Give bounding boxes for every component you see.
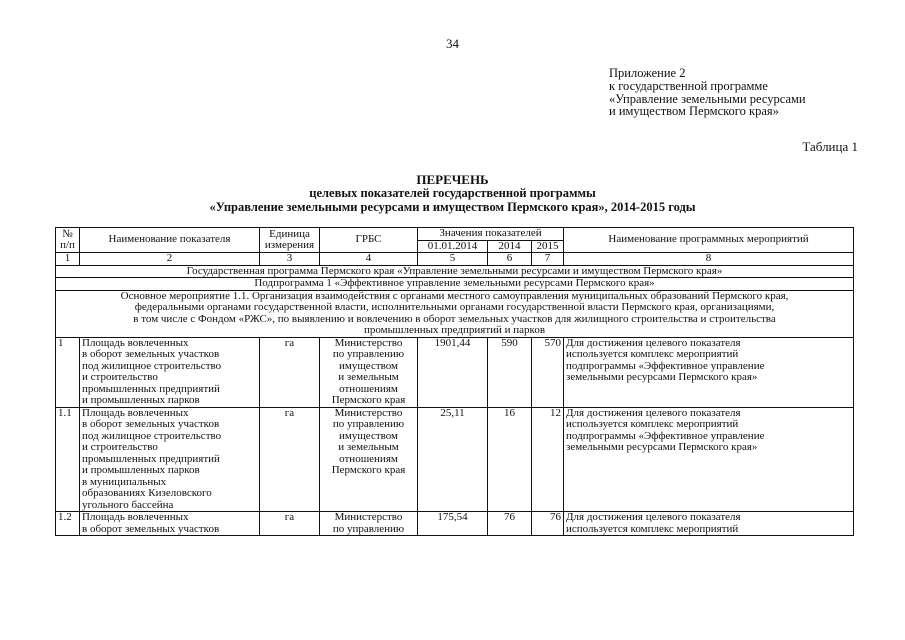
document-subtitle [0,187,905,214]
row-activity: Для достижения целевого показателя используется комплекс мероприятий подпрограммы «Эффективное управление земельными ресурсами Пермского края» [564,407,854,512]
row-value-base: 175,54 [418,512,488,536]
row-num: 1.2 [56,512,80,536]
header-values: Значения показателей [418,228,564,241]
appendix-line: Приложение 2 [609,66,686,80]
appendix-line: и имуществом Пермского края» [609,104,779,119]
appendix-line: «Управление земельными ресурсами [609,91,806,106]
table-label: Таблица 1 [802,139,858,154]
header-year-2014: 2014 [488,240,532,253]
page-number: 34 [446,36,459,51]
row-activity: Для достижения целевого показателя используется комплекс мероприятий [564,512,854,536]
header-grbs: ГРБС [320,228,418,253]
row-value-2015: 76 [532,512,564,536]
row-num: 1 [56,337,80,407]
row-activity: Для достижения целевого показателя используется комплекс мероприятий подпрограммы «Эффективное управление земельными ресурсами Пермского края» [564,337,854,407]
row-value-2015: 570 [532,337,564,407]
row-indicator-name: Площадь вовлеченных в оборот земельных участков [80,512,260,536]
header-unit: Единица измерения [260,228,320,253]
indicators-table [55,227,854,536]
column-number-row [56,253,854,266]
row-unit: га [260,512,320,536]
header-year-base: 01.01.2014 [418,240,488,253]
main-activity-text: Основное мероприятие 1.1. Организация взаимодействия с органами местного самоуправления муниципальных образований Пермского края, федеральными органами государственной власти, исполнительными органами государственной власти Пермского края, организациями, в том числе с Фондом «РЖС», по выявлению и вовлечению в оборот земельных участков для жилищного строительства и строительства промышленных предприятий и парков [56,290,854,337]
appendix-caption [609,67,806,118]
row-value-base: 1901,44 [418,337,488,407]
row-indicator-name: Площадь вовлеченных в оборот земельных участков под жилищное строительство и строительство промышленных предприятий и промышленных парков в муниципальных образованиях Кизеловского угольного бассейна [80,407,260,512]
column-number: 7 [532,253,564,266]
document-title: ПЕРЕЧЕНЬ [416,172,489,187]
main-activity-row [56,290,854,337]
row-value-2014: 16 [488,407,532,512]
row-grbs: Министерство по управлению [320,512,418,536]
subtitle-line: «Управление земельными ресурсами и имуществом Пермского края», 2014-2015 годы [209,199,696,214]
subtitle-line: целевых показателей государственной программы [309,186,596,200]
column-number: 3 [260,253,320,266]
column-number: 5 [418,253,488,266]
subprogram-row [56,278,854,291]
column-number: 2 [80,253,260,266]
row-num: 1.1 [56,407,80,512]
row-value-2014: 590 [488,337,532,407]
row-value-base: 25,11 [418,407,488,512]
row-value-2014: 76 [488,512,532,536]
row-unit: га [260,337,320,407]
table-row [56,512,854,536]
appendix-line: к государственной программе [609,78,768,93]
column-number: 4 [320,253,418,266]
subprogram-title: Подпрограмма 1 «Эффективное управление земельными ресурсами Пермского края» [56,278,854,291]
table-row [56,407,854,512]
table-row [56,337,854,407]
header-activities: Наименование программных мероприятий [564,228,854,253]
row-value-2015: 12 [532,407,564,512]
row-indicator-name: Площадь вовлеченных в оборот земельных участков под жилищное строительство и строительство промышленных предприятий и промышленных парков [80,337,260,407]
column-number: 6 [488,253,532,266]
row-unit: га [260,407,320,512]
table-header-row [56,228,854,241]
header-year-2015: 2015 [532,240,564,253]
column-number: 1 [56,253,80,266]
column-number: 8 [564,253,854,266]
row-grbs: Министерство по управлению имуществом и земельным отношениям Пермского края [320,337,418,407]
program-row [56,265,854,278]
program-title: Государственная программа Пермского края «Управление земельными ресурсами и имуществом Пермского края» [56,265,854,278]
header-indicator-name: Наименование показателя [80,228,260,253]
header-num: № п/п [56,228,80,253]
row-grbs: Министерство по управлению имуществом и земельным отношениям Пермского края [320,407,418,512]
